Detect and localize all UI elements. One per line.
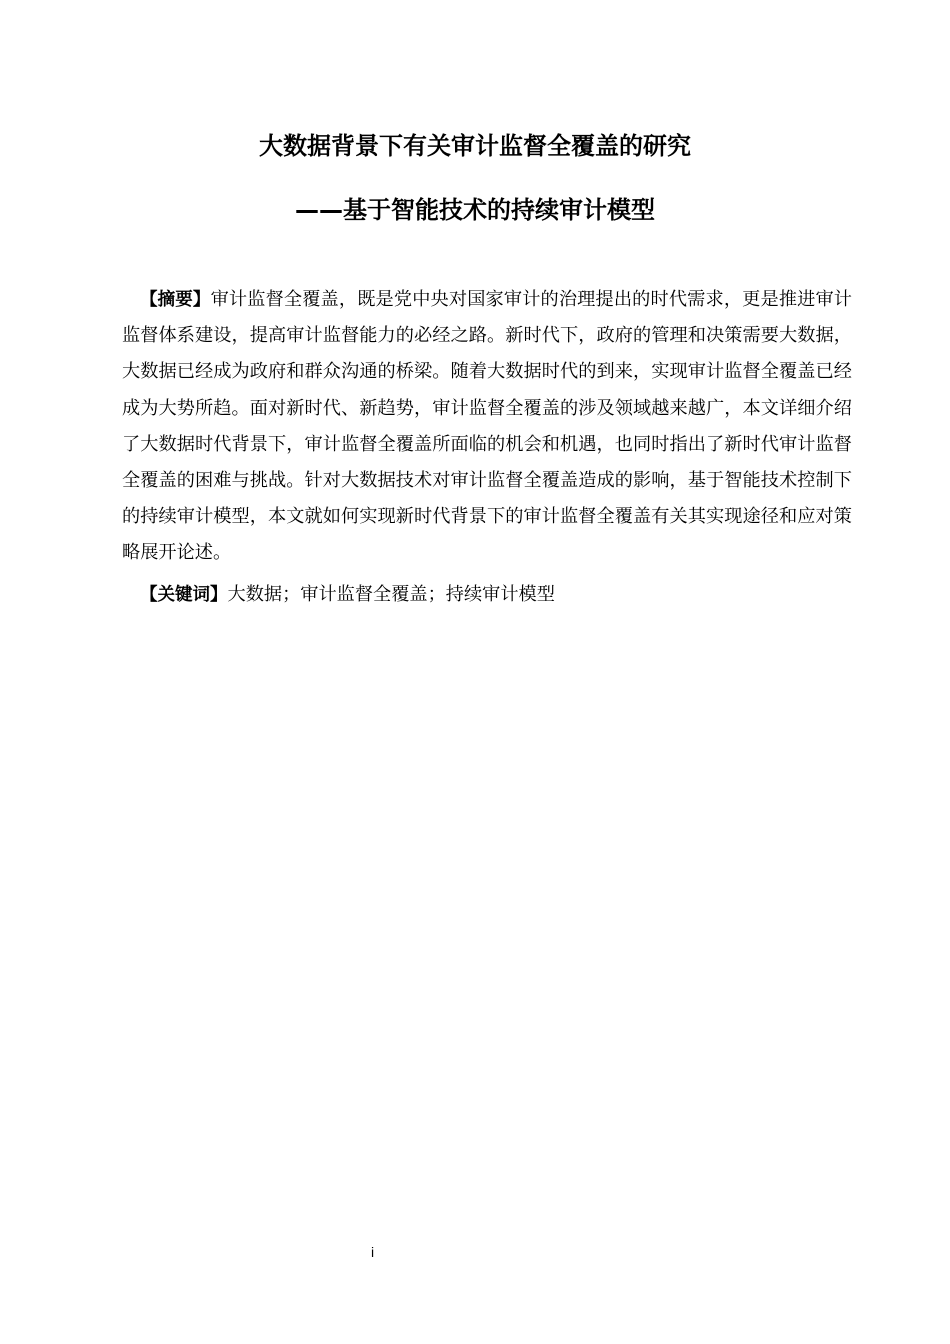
keywords-paragraph	[122, 577, 852, 613]
abstract-section	[122, 282, 852, 572]
abstract-paragraph	[122, 282, 852, 572]
keywords-label: 【关键词】	[140, 585, 228, 605]
abstract-label: 【摘要】	[140, 290, 211, 310]
keywords-text: 大数据；审计监督全覆盖；持续审计模型	[227, 584, 555, 605]
document-subtitle: ——基于智能技术的持续审计模型	[295, 196, 655, 224]
document-title: 大数据背景下有关审计监督全覆盖的研究	[259, 132, 691, 160]
page-number: i	[370, 1244, 375, 1260]
abstract-text: 审计监督全覆盖，既是党中央对国家审计的治理提出的时代需求，更是推进审计监督体系建设，提高审计监督能力的必经之路。新时代下，政府的管理和决策需要大数据，大数据已经成为政府和群众沟通的桥梁。随着大数据时代的到来，实现审计监督全覆盖已经成为大势所趋。面对新时代、新趋势，审计监督全覆盖的涉及领域越来越广，本文详细介绍了大数据时代背景下，审计监督全覆盖所面临的机会和机遇，也同时指出了新时代审计监督全覆盖的困难与挑战。针对大数据技术对审计监督全覆盖造成的影响，基于智能技术控制下的持续审计模型，本文就如何实现新时代背景下的审计监督全覆盖有关其实现途径和应对策略展开论述。	[122, 289, 852, 564]
